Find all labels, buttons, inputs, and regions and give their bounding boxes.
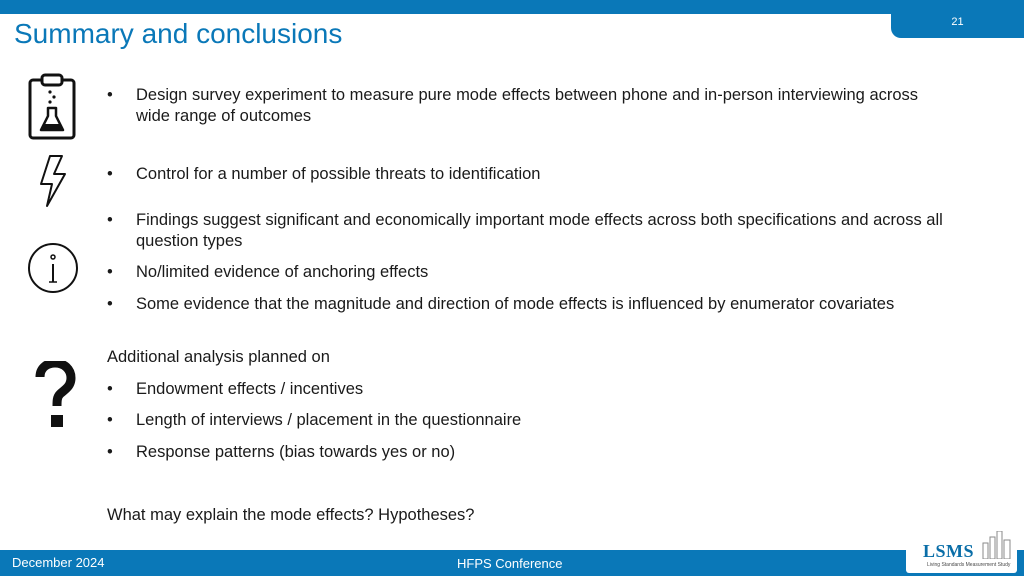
additional-analysis-heading: Additional analysis planned on [107,348,330,366]
slide-title: Summary and conclusions [14,18,343,49]
bullet-response-patterns: Response patterns (bias towards yes or no) [136,443,456,461]
bullet-endowment: Endowment effects / incentives [136,380,364,398]
info-icon [27,242,79,294]
closing-question: What may explain the mode effects? Hypotheses? [107,506,475,524]
bullet-design-survey: Design survey experiment to measure pure mode effects between phone and in-person interviewing across wide range of outcomes [136,86,919,125]
lightning-bolt-icon [38,154,68,208]
footer-conference: HFPS Conference [457,556,563,571]
clipboard-flask-icon [28,72,78,140]
bullet-marker: • [107,211,113,229]
logo-subtitle: Living Standards Measurement Study [927,562,1011,568]
bullet-marker: • [107,165,113,183]
bullet-marker: • [107,263,113,281]
page-number: 21 [891,0,1024,38]
bullet-marker: • [107,411,113,429]
bullet-interview-length: Length of interviews / placement in the questionnaire [136,411,522,429]
top-accent-bar [0,0,1024,14]
bullet-control-threats: Control for a number of possible threats to identification [136,165,541,183]
footer-date: December 2024 [12,555,105,570]
bullet-enumerator-covariates: Some evidence that the magnitude and direction of mode effects is influenced by enumerator covariates [136,295,895,313]
bullet-marker: • [107,295,113,313]
bullet-marker: • [107,380,113,398]
bullet-marker: • [107,443,113,461]
bullet-marker: • [107,86,113,104]
bullet-findings: Findings suggest significant and economically important mode effects across both specifications and across all question types [136,211,943,250]
logo-buildings-icon [981,531,1013,559]
question-mark-icon [34,361,76,429]
bullet-anchoring: No/limited evidence of anchoring effects [136,263,429,281]
logo-text: LSMS [923,541,975,561]
